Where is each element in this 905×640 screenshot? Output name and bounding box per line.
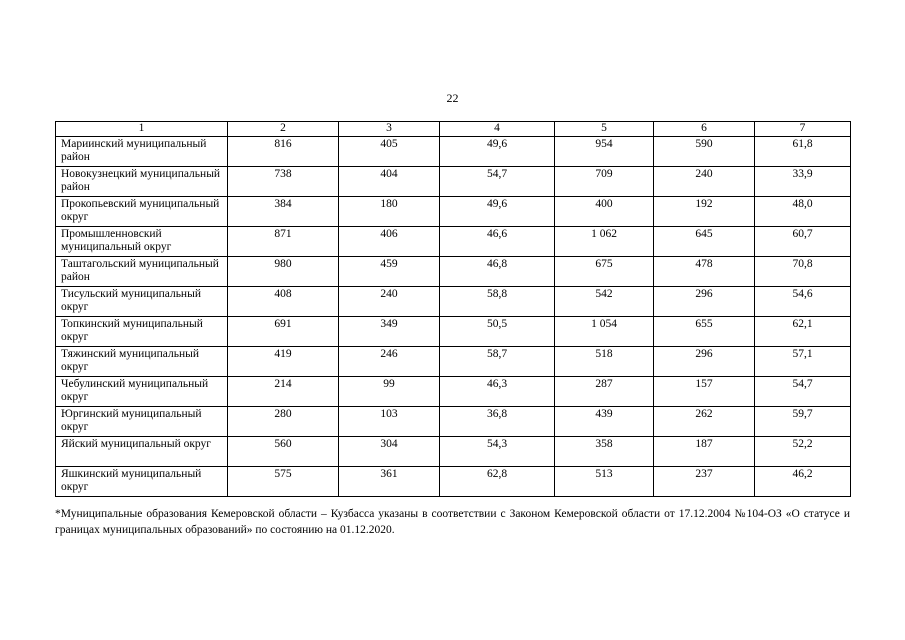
table-cell: 59,7: [755, 407, 851, 437]
table-cell: 404: [339, 167, 440, 197]
table-row: [56, 377, 851, 407]
table-cell: 575: [228, 467, 339, 497]
table-cell: 62,1: [755, 317, 851, 347]
municipality-name-cell: Яйский муниципальный округ: [56, 437, 228, 467]
table-row: [56, 287, 851, 317]
table-cell: 58,8: [440, 287, 555, 317]
municipality-name-cell: Прокопьевский муниципальный округ: [56, 197, 228, 227]
table-cell: 187: [654, 437, 755, 467]
table-cell: 304: [339, 437, 440, 467]
table-row: [56, 437, 851, 467]
table-cell: 58,7: [440, 347, 555, 377]
table-cell: 33,9: [755, 167, 851, 197]
municipality-name-cell: Тяжинский муниципальный округ: [56, 347, 228, 377]
table-cell: 48,0: [755, 197, 851, 227]
table-cell: 408: [228, 287, 339, 317]
table-cell: 645: [654, 227, 755, 257]
table-cell: 296: [654, 347, 755, 377]
table-cell: 361: [339, 467, 440, 497]
footnote: *Муниципальные образования Кемеровской области – Кузбасса указаны в соответствии с Законом Кемеровской области от 17.12.2004 №104-ОЗ «О статусе и границах муниципальных образований» по состоянию на 01.12.2020.: [55, 508, 850, 536]
table-cell: 240: [654, 167, 755, 197]
table-row: [56, 467, 851, 497]
table-cell: 296: [654, 287, 755, 317]
table-row: [56, 317, 851, 347]
table-cell: 560: [228, 437, 339, 467]
table-cell: 406: [339, 227, 440, 257]
table-cell: 871: [228, 227, 339, 257]
table-cell: 103: [339, 407, 440, 437]
table-row: [56, 197, 851, 227]
table-cell: 675: [555, 257, 654, 287]
table-cell: 262: [654, 407, 755, 437]
table-cell: 590: [654, 137, 755, 167]
table-cell: 46,8: [440, 257, 555, 287]
table-cell: 287: [555, 377, 654, 407]
table-cell: 214: [228, 377, 339, 407]
table-cell: 240: [339, 287, 440, 317]
table-cell: 99: [339, 377, 440, 407]
table-cell: 237: [654, 467, 755, 497]
table-cell: 384: [228, 197, 339, 227]
table-cell: 46,2: [755, 467, 851, 497]
table-cell: 655: [654, 317, 755, 347]
table-cell: 57,1: [755, 347, 851, 377]
table-cell: 439: [555, 407, 654, 437]
table-cell: 52,2: [755, 437, 851, 467]
table-cell: 49,6: [440, 137, 555, 167]
table-cell: 459: [339, 257, 440, 287]
table-cell: 192: [654, 197, 755, 227]
table-cell: 1 062: [555, 227, 654, 257]
table-cell: 709: [555, 167, 654, 197]
column-header: 2: [228, 122, 339, 137]
table-row: [56, 407, 851, 437]
column-header: 6: [654, 122, 755, 137]
column-header: 5: [555, 122, 654, 137]
municipality-name-cell: Промышленновский муниципальный округ: [56, 227, 228, 257]
column-header: 3: [339, 122, 440, 137]
table-header-row: [56, 122, 851, 137]
table-cell: 60,7: [755, 227, 851, 257]
municipality-name-cell: Таштагольский муниципальный район: [56, 257, 228, 287]
table-cell: 738: [228, 167, 339, 197]
municipality-name-cell: Новокузнецкий муниципальный район: [56, 167, 228, 197]
table-row: [56, 167, 851, 197]
table-row: [56, 347, 851, 377]
table-cell: 36,8: [440, 407, 555, 437]
municipality-name-cell: Чебулинский муниципальный округ: [56, 377, 228, 407]
table-cell: 691: [228, 317, 339, 347]
page-number: 22: [446, 91, 459, 105]
table-cell: 180: [339, 197, 440, 227]
table-cell: 513: [555, 467, 654, 497]
table-cell: 280: [228, 407, 339, 437]
table-cell: 478: [654, 257, 755, 287]
table-cell: 49,6: [440, 197, 555, 227]
table-row: [56, 257, 851, 287]
table-cell: 50,5: [440, 317, 555, 347]
table-cell: 246: [339, 347, 440, 377]
table-cell: 980: [228, 257, 339, 287]
table-cell: 358: [555, 437, 654, 467]
table-cell: 419: [228, 347, 339, 377]
table-cell: 46,6: [440, 227, 555, 257]
municipality-name-cell: Топкинский муниципальный округ: [56, 317, 228, 347]
table-row: [56, 137, 851, 167]
table-cell: 54,3: [440, 437, 555, 467]
municipality-name-cell: Мариинский муниципальный район: [56, 137, 228, 167]
table-cell: 405: [339, 137, 440, 167]
table-cell: 542: [555, 287, 654, 317]
table-row: [56, 227, 851, 257]
column-header: 7: [755, 122, 851, 137]
table-cell: 157: [654, 377, 755, 407]
table-cell: 62,8: [440, 467, 555, 497]
municipality-name-cell: Тисульский муниципальный округ: [56, 287, 228, 317]
table-cell: 54,7: [755, 377, 851, 407]
column-header: 4: [440, 122, 555, 137]
column-header: 1: [56, 122, 228, 137]
table-cell: 70,8: [755, 257, 851, 287]
table-cell: 61,8: [755, 137, 851, 167]
table-cell: 349: [339, 317, 440, 347]
table-cell: 46,3: [440, 377, 555, 407]
table-cell: 54,6: [755, 287, 851, 317]
table-cell: 54,7: [440, 167, 555, 197]
table-cell: 518: [555, 347, 654, 377]
data-table: [55, 121, 851, 497]
municipality-name-cell: Яшкинский муниципальный округ: [56, 467, 228, 497]
table-cell: 954: [555, 137, 654, 167]
table-cell: 816: [228, 137, 339, 167]
table-cell: 1 054: [555, 317, 654, 347]
municipality-name-cell: Юргинский муниципальный округ: [56, 407, 228, 437]
table-cell: 400: [555, 197, 654, 227]
